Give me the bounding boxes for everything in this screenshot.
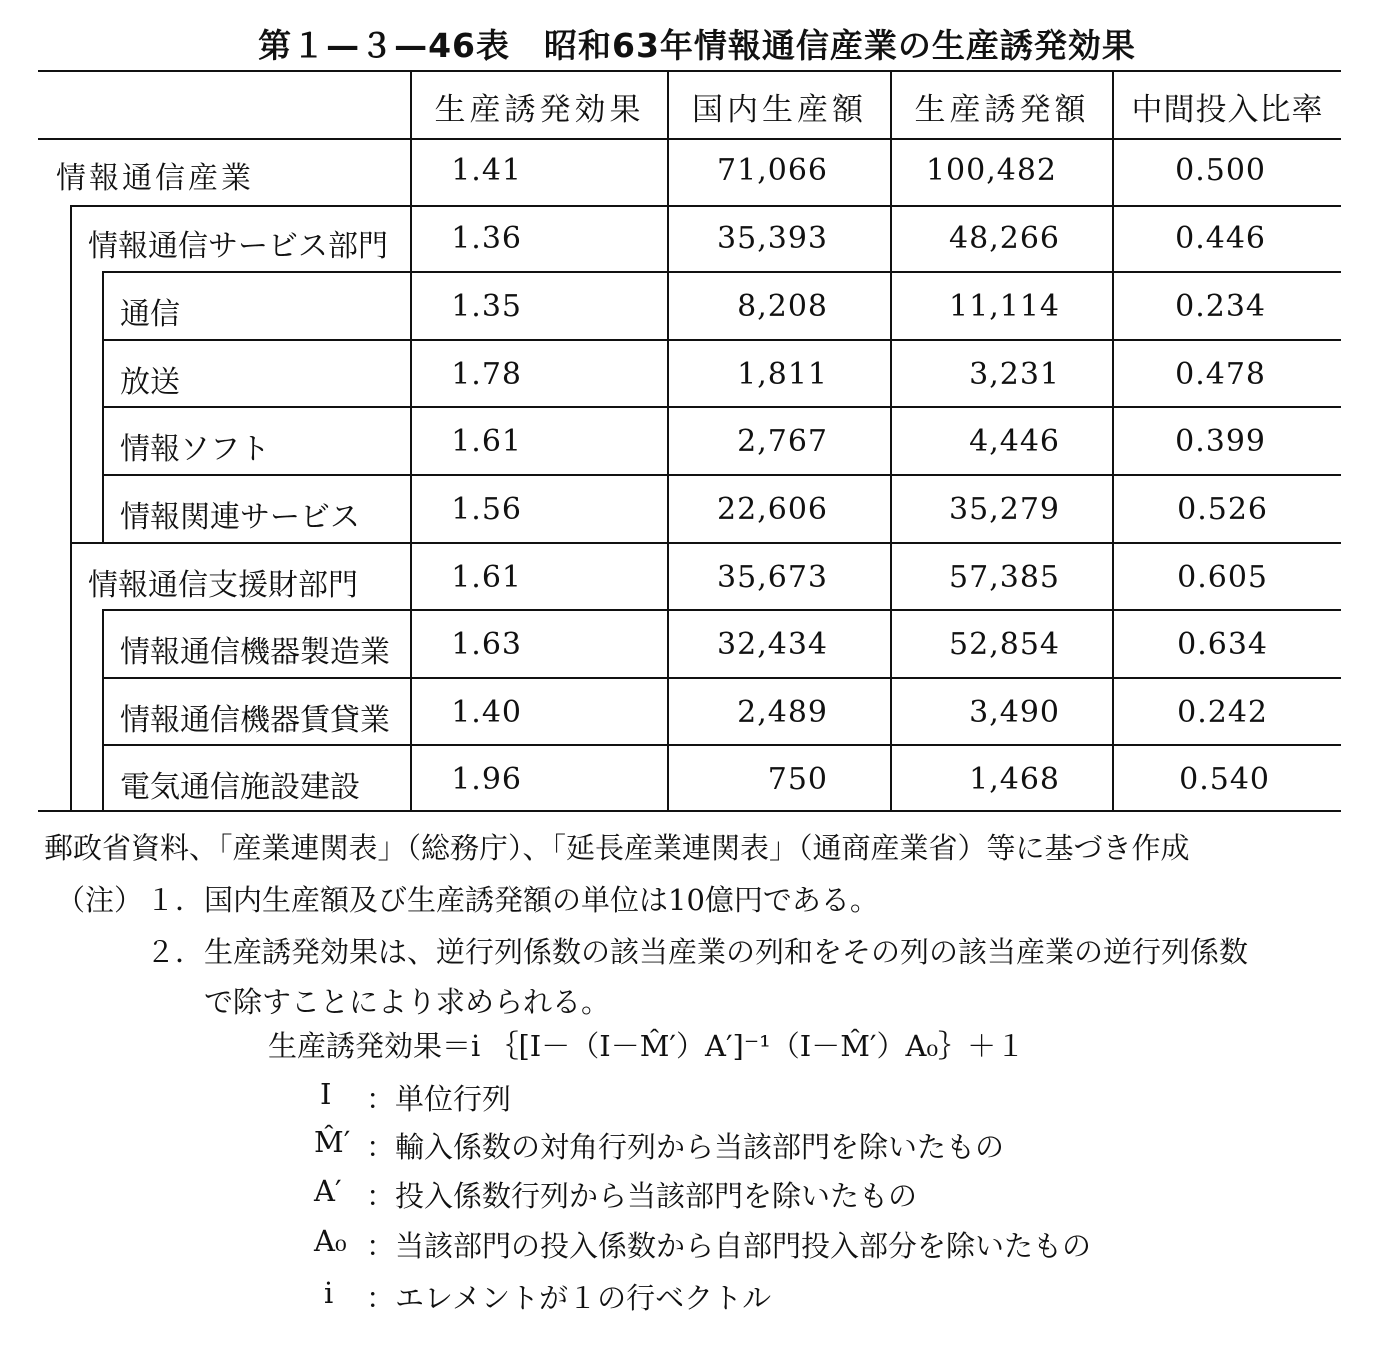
header-cell: 生産誘発効果: [434, 92, 645, 128]
row-label: 情報通信サービス部門: [88, 229, 388, 264]
value-cell: 3,231: [969, 357, 1060, 392]
definition-text: ：単位行列: [366, 1082, 512, 1116]
value-cell: 35,279: [949, 492, 1060, 527]
value-cell: 8,208: [737, 289, 828, 324]
value-cell: 1.56: [451, 492, 522, 527]
row-label: 情報関連サービス: [120, 500, 360, 535]
value-cell: 100,482: [925, 153, 1057, 188]
definition-symbol: I: [320, 1077, 332, 1111]
value-cell: 71,066: [717, 153, 828, 188]
row-label: 情報通信機器賃貸業: [120, 703, 390, 738]
value-cell: 1.61: [451, 560, 522, 595]
formula: 生産誘発効果＝i ｛[I－（I－M̂′）A′]⁻¹（I－M̂′）A₀｝＋１: [268, 1029, 1026, 1063]
value-cell: 0.242: [1177, 695, 1268, 730]
value-cell: 4,446: [969, 424, 1060, 459]
header-cell: 中間投入比率: [1131, 92, 1324, 128]
definition-text: ：エレメントが１の行ベクトル: [366, 1281, 772, 1315]
row-label: 情報ソフト: [120, 432, 270, 467]
value-cell: 750: [767, 762, 828, 797]
header-cell: 生産誘発額: [914, 92, 1090, 128]
definition-symbol: i: [324, 1276, 334, 1310]
definition-text: ：投入係数行列から当該部門を除いたもの: [366, 1179, 918, 1213]
row-label: 情報通信産業: [56, 161, 254, 196]
source-line: 郵政省資料、「産業連関表」（総務庁）、「延長産業連関表」（通商産業省）等に基づき作成: [44, 831, 1190, 865]
definition-text: ：輸入係数の対角行列から当該部門を除いたもの: [366, 1130, 1005, 1164]
row-label: 情報通信支援財部門: [88, 568, 358, 603]
note-2: ２．生産誘発効果は、逆行列係数の該当産業の列和をその列の該当産業の逆行列係数: [146, 935, 1249, 969]
value-cell: 0.526: [1177, 492, 1268, 527]
value-cell: 0.234: [1175, 289, 1266, 324]
value-cell: 1.41: [451, 153, 522, 188]
value-cell: 35,673: [717, 560, 828, 595]
note-2-continued: で除すことにより求められる。: [204, 985, 611, 1019]
value-cell: 52,854: [949, 627, 1060, 662]
value-cell: 3,490: [969, 695, 1060, 730]
value-cell: 35,393: [717, 221, 828, 256]
value-cell: 0.605: [1177, 560, 1268, 595]
value-cell: 48,266: [949, 221, 1060, 256]
value-cell: 2,767: [737, 424, 828, 459]
value-cell: 0.540: [1179, 762, 1270, 797]
row-label: 放送: [120, 365, 180, 400]
value-cell: 2,489: [737, 695, 828, 730]
row-label: 情報通信機器製造業: [120, 635, 390, 670]
value-cell: 0.500: [1175, 153, 1266, 188]
value-cell: 0.446: [1175, 221, 1266, 256]
row-label: 通信: [120, 297, 180, 332]
table-title: 第１—３—46表 昭和63年情報通信産業の生産誘発効果: [258, 26, 1136, 65]
value-cell: 1.40: [451, 695, 522, 730]
value-cell: 1.36: [451, 221, 522, 256]
definition-symbol: M̂′: [314, 1125, 351, 1159]
value-cell: 1,811: [737, 357, 828, 392]
value-cell: 1.78: [451, 357, 522, 392]
note-1: １．国内生産額及び生産誘発額の単位は10億円である。: [146, 883, 879, 917]
definition-symbol: A′: [314, 1174, 342, 1208]
value-cell: 57,385: [949, 560, 1060, 595]
value-cell: 0.478: [1175, 357, 1266, 392]
definition-symbol: A₀: [314, 1224, 347, 1258]
header-cell: 国内生産額: [692, 92, 867, 128]
note-prefix: （注）: [56, 883, 144, 917]
definition-text: ：当該部門の投入係数から自部門投入部分を除いたもの: [366, 1229, 1092, 1263]
value-cell: 0.634: [1177, 627, 1268, 662]
value-cell: 22,606: [717, 492, 828, 527]
row-label: 電気通信施設建設: [120, 770, 360, 805]
value-cell: 1.96: [451, 762, 522, 797]
value-cell: 1.35: [451, 289, 522, 324]
value-cell: 32,434: [717, 627, 828, 662]
value-cell: 1,468: [969, 762, 1060, 797]
value-cell: 1.61: [451, 424, 522, 459]
value-cell: 11,114: [949, 289, 1060, 324]
value-cell: 1.63: [451, 627, 522, 662]
value-cell: 0.399: [1175, 424, 1266, 459]
